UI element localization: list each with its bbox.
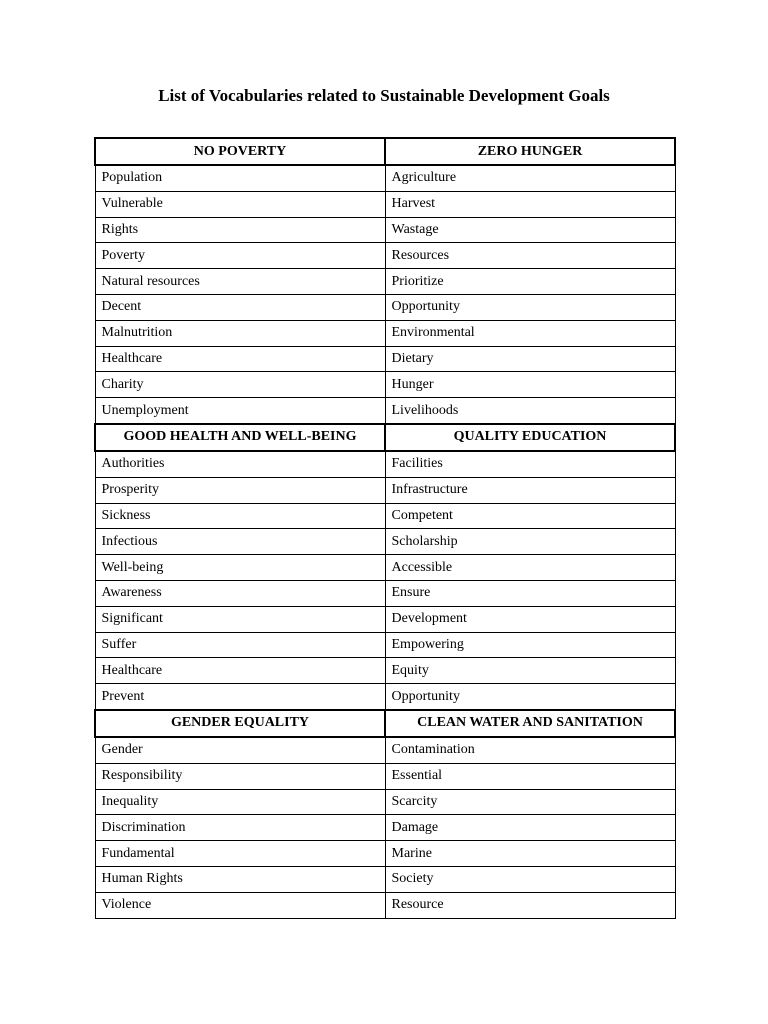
section-header: QUALITY EDUCATION [385,424,675,451]
vocabulary-cell: Equity [385,658,675,684]
vocabulary-cell: Human Rights [95,866,385,892]
section-header-row [95,138,675,165]
vocabulary-cell: Population [95,165,385,191]
vocabulary-cell: Awareness [95,580,385,606]
table-row [95,815,675,841]
vocabulary-cell: Infrastructure [385,477,675,503]
vocabulary-cell: Unemployment [95,398,385,424]
section-header: GOOD HEALTH AND WELL-BEING [95,424,385,451]
vocabulary-cell: Infectious [95,529,385,555]
table-row [95,684,675,710]
vocabulary-cell: Poverty [95,243,385,269]
section-header-row [95,710,675,737]
vocabulary-cell: Charity [95,372,385,398]
vocabulary-cell: Dietary [385,346,675,372]
section-header: CLEAN WATER AND SANITATION [385,710,675,737]
vocabulary-cell: Significant [95,606,385,632]
vocabulary-cell: Hunger [385,372,675,398]
vocabulary-cell: Facilities [385,451,675,477]
table-row [95,763,675,789]
table-row [95,320,675,346]
table-row [95,398,675,424]
vocabulary-cell: Healthcare [95,346,385,372]
vocabulary-cell: Wastage [385,217,675,243]
table-row [95,269,675,295]
table-row [95,789,675,815]
table-row [95,165,675,191]
vocabulary-cell: Natural resources [95,269,385,295]
table-row [95,372,675,398]
section-header: NO POVERTY [95,138,385,165]
section-header-row [95,424,675,451]
table-row [95,243,675,269]
table-row [95,503,675,529]
table-row [95,606,675,632]
vocabulary-cell: Suffer [95,632,385,658]
vocabulary-cell: Contamination [385,737,675,763]
table-row [95,632,675,658]
table-row [95,294,675,320]
section-header: ZERO HUNGER [385,138,675,165]
table-row [95,555,675,581]
table-row [95,217,675,243]
table-row [95,580,675,606]
vocabulary-cell: Environmental [385,320,675,346]
section-header: GENDER EQUALITY [95,710,385,737]
vocabulary-cell: Malnutrition [95,320,385,346]
vocabulary-cell: Inequality [95,789,385,815]
vocabulary-cell: Harvest [385,191,675,217]
table-row [95,191,675,217]
vocabulary-cell: Livelihoods [385,398,675,424]
vocabulary-cell: Essential [385,763,675,789]
vocabulary-cell: Well-being [95,555,385,581]
vocabulary-cell: Healthcare [95,658,385,684]
vocabulary-cell: Discrimination [95,815,385,841]
vocabulary-cell: Agriculture [385,165,675,191]
table-row [95,529,675,555]
vocabulary-cell: Decent [95,294,385,320]
vocabulary-cell: Accessible [385,555,675,581]
table-row [95,866,675,892]
vocabulary-cell: Responsibility [95,763,385,789]
vocabulary-cell: Marine [385,841,675,867]
table-row [95,346,675,372]
vocabulary-cell: Development [385,606,675,632]
page-title: List of Vocabularies related to Sustainable Development Goals [158,86,610,105]
table-row [95,737,675,763]
vocabulary-cell: Prosperity [95,477,385,503]
vocabulary-cell: Gender [95,737,385,763]
vocabulary-cell: Competent [385,503,675,529]
table-row [95,892,675,918]
vocabulary-cell: Scarcity [385,789,675,815]
vocabulary-table [94,137,676,919]
vocabulary-cell: Scholarship [385,529,675,555]
vocabulary-cell: Opportunity [385,684,675,710]
vocabulary-cell: Sickness [95,503,385,529]
vocabulary-cell: Resource [385,892,675,918]
table-row [95,658,675,684]
vocabulary-cell: Resources [385,243,675,269]
vocabulary-cell: Rights [95,217,385,243]
vocabulary-cell: Violence [95,892,385,918]
table-row [95,451,675,477]
vocabulary-cell: Prioritize [385,269,675,295]
vocabulary-cell: Ensure [385,580,675,606]
vocabulary-cell: Opportunity [385,294,675,320]
vocabulary-cell: Prevent [95,684,385,710]
vocabulary-cell: Vulnerable [95,191,385,217]
table-row [95,841,675,867]
vocabulary-cell: Empowering [385,632,675,658]
vocabulary-cell: Authorities [95,451,385,477]
vocabulary-cell: Damage [385,815,675,841]
vocabulary-cell: Society [385,866,675,892]
table-row [95,477,675,503]
vocabulary-cell: Fundamental [95,841,385,867]
